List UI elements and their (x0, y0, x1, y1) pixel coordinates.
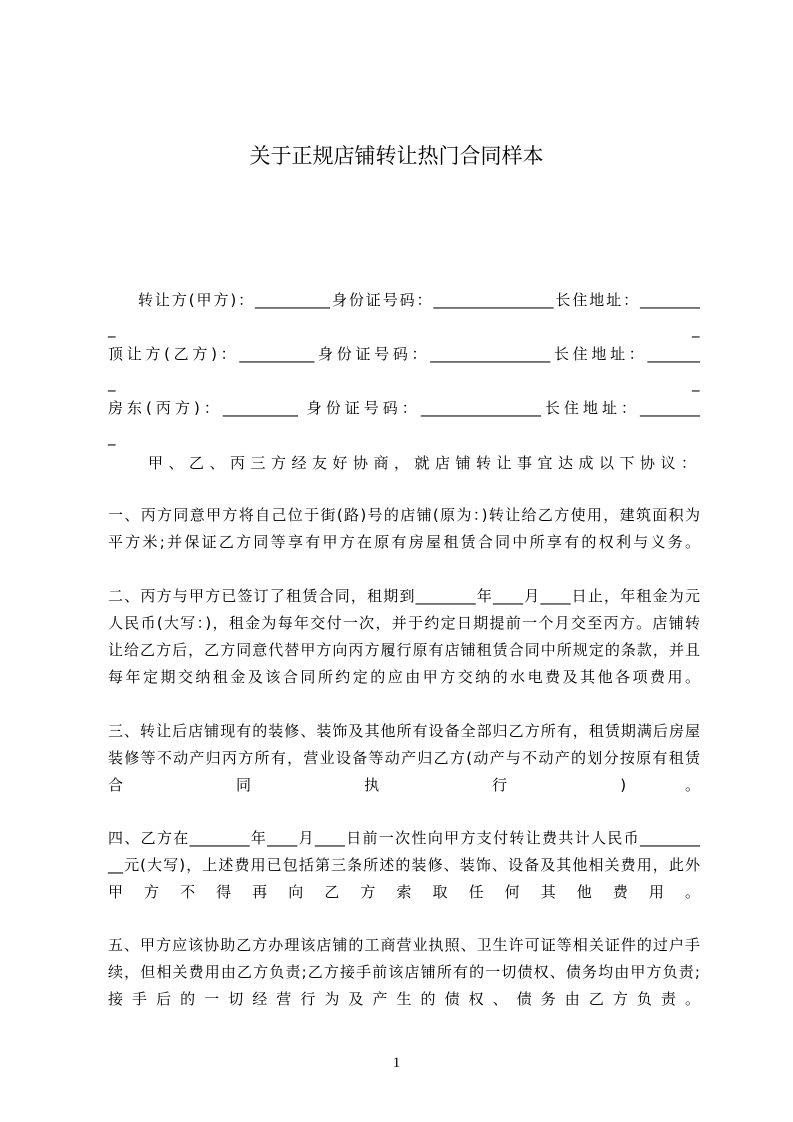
clause-line: 合 同 执 行 ) 。 (108, 776, 700, 794)
clause-line: 四、乙方在________年____月____日前一次性向甲方支付转让费共计人民币________ (108, 829, 700, 847)
clause-line: 五、甲方应该协助乙方办理该店铺的工商营业执照、卫生许可证等相关证件的过户手 (108, 936, 700, 954)
clause-line: 二、丙方与甲方已签订了租赁合同，租期到________年____月____日止，年租金为元 (108, 587, 700, 605)
continuation-mark: _ (108, 374, 116, 392)
continuation-mark: _ (692, 320, 700, 338)
continuation-mark: _ (108, 428, 116, 446)
continuation-mark: _ (108, 320, 116, 338)
clause-line: 装修等不动产归丙方所有，营业设备等动产归乙方(动产与不动产的划分按原有租赁 (108, 749, 700, 767)
clause-line: 续，但相关费用由乙方负责;乙方接手前该店铺所有的一切债权、债务均由甲方负责; (108, 963, 700, 981)
party-line-transferor: 转让方(甲方)：__________身份证号码：________________长住地址：________ (138, 291, 700, 309)
party-line-transferee: 顶让方(乙方)：__________身份证号码：________________长住地址：_______ (108, 345, 700, 363)
continuation-mark: _ (692, 374, 700, 392)
clause-line: 三、转让后店铺现有的装修、装饰及其他所有设备全部归乙方所有，租赁期满后房屋 (108, 722, 700, 740)
clause-line: 人民币(大写：)，租金为每年交付一次，并于约定日期提前一个月交至丙方。店铺转 (108, 614, 700, 632)
clause-line: 每年定期交纳租金及该合同所约定的应由甲方交纳的水电费及其他各项费用。 (108, 668, 700, 686)
clause-line: 一、丙方同意甲方将自己位于街(路)号的店铺(原为：)转让给乙方使用，建筑面积为 (108, 506, 700, 524)
party-line-landlord: 房东(丙方)：__________ 身份证号码：________________长住地址：________ (108, 399, 700, 417)
page-number: 1 (392, 1055, 401, 1071)
clause-line: 平方米;并保证乙方同等享有甲方在原有房屋租赁合同中所享有的权利与义务。 (108, 533, 700, 551)
clause-line: 甲方不得再向乙方索取任何其他费用。 (108, 883, 700, 901)
clause-line: __元(大写)，上述费用已包括第三条所述的装修、装饰、设备及其他相关费用，此外 (108, 856, 700, 874)
clause-line: 让给乙方后，乙方同意代替甲方向丙方履行原有店铺租赁合同中所规定的条款，并且 (108, 641, 700, 659)
clause-line: 接手后的一切经营行为及产生的债权、债务由乙方负责。 (108, 990, 700, 1008)
preamble: 甲、乙、丙三方经友好协商，就店铺转让事宜达成以下协议： (148, 454, 696, 472)
document-title: 关于正规店铺转让热门合同样本 (249, 144, 544, 168)
